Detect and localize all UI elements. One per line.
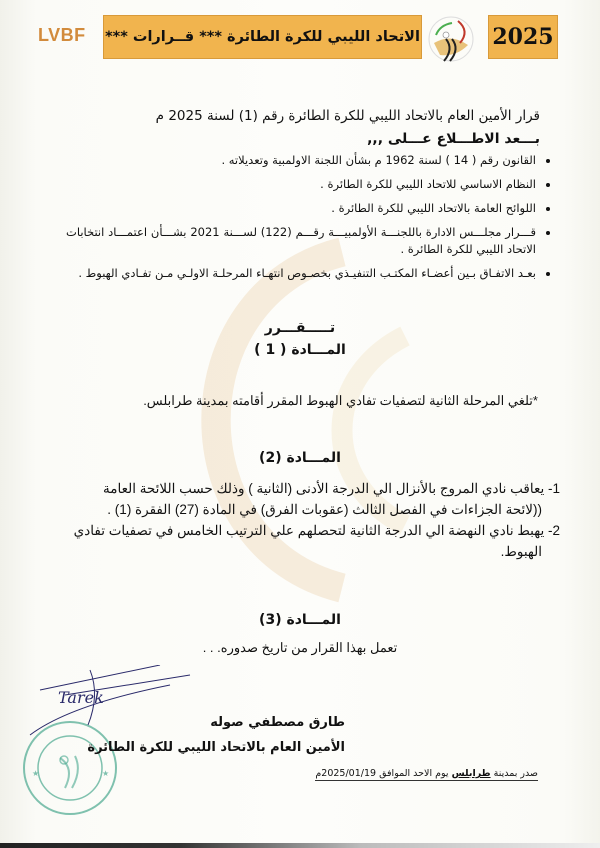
article-1-heading: المـــادة ( 1 ) [254, 342, 346, 358]
after-review-label: بـــعد الاطـــلاع عـــلى ,,, [367, 131, 540, 147]
letterhead [0, 15, 600, 60]
reference-item: • قـــرار مجلـــس الادارة باللجنـــة الأولمبيـــة رقـــم (122) لســـنة 2021 بشـــأن اعتمـــاد انتخابات الاتحاد الليبي للكرة الطائرة . [66, 224, 536, 258]
year-badge: 2025 [488, 15, 558, 59]
handwritten-signature-icon [10, 665, 210, 745]
decides-heading: تـــــقـــرر [264, 320, 336, 336]
article-2-item-2-cont: الهبوط. [500, 544, 542, 559]
issued-corresponding: الموافق [379, 768, 411, 779]
brand-abbrev: LVBF [38, 25, 86, 45]
issued-prefix: صدر بمدينة [493, 768, 538, 779]
article-2-item-2: 2- يهبط نادي النهضة الي الدرجة الثانية لتحصلهم علي الترتيب الخامس في تصفيات تفادي [73, 523, 560, 538]
signatory-position: الأمين العام بالاتحاد الليبي للكرة الطائرة [87, 740, 345, 755]
issued-line [315, 768, 538, 781]
letterhead-title: الاتحاد الليبي للكرة الطائرة *** قــرارات *** [103, 15, 422, 59]
decision-title: قرار الأمين العام بالاتحاد الليبي للكرة الطائرة رقم (1) لسنة 2025 م [155, 108, 540, 124]
article-3-text: تعمل بهذا القرار من تاريخ صدوره. . . [202, 640, 398, 655]
issued-day: يوم الاحد [413, 768, 449, 779]
svg-text:★: ★ [32, 769, 40, 778]
issued-date: 2025/01/19م [315, 768, 377, 779]
reference-item: • اللوائح العامة بالاتحاد الليبي للكرة الطائرة . [66, 200, 536, 217]
scan-edge [0, 843, 600, 848]
svg-text:★: ★ [102, 769, 110, 778]
article-1-text: *تلغي المرحلة الثانية لتصفيات تفادي الهبوط المقرر أقامته بمدينة طرابلس. [143, 393, 538, 408]
article-2-heading: المـــادة (2) [259, 450, 341, 466]
reference-item: • بعـد الاتفـاق بـين أعضـاء المكتـب التنفيـذي بخصـوص انتهـاء المرحلـة الاولـي مـن تفـادي الهبوط . [66, 265, 536, 282]
references-list [66, 152, 550, 289]
article-2-item-1: 1- يعاقب نادي المروج بالأنزال الي الدرجة الأدنى (الثانية ) وذلك حسب اللائحة العامة [102, 481, 560, 496]
article-2-item-1-cont: ((لائحة الجزاءات في الفصل الثالث (عقوبات الفرق) في المادة (27) الفقرة (1) . [107, 502, 542, 517]
volleyball-federation-logo-icon [426, 13, 476, 65]
reference-item: • النظام الاساسي للاتحاد الليبي للكرة الطائرة . [66, 176, 536, 193]
signatory-name: طارق مصطفي صوله [210, 715, 345, 730]
article-2-body [60, 478, 560, 562]
reference-item: • القانون رقم ( 14 ) لسنة 1962 م بشأن اللجنة الاولمبية وتعديلاته . [66, 152, 536, 169]
svg-text:Tarek: Tarek [58, 688, 104, 707]
article-3-heading: المـــادة (3) [259, 612, 341, 628]
issued-city: طرابلس [451, 768, 491, 779]
